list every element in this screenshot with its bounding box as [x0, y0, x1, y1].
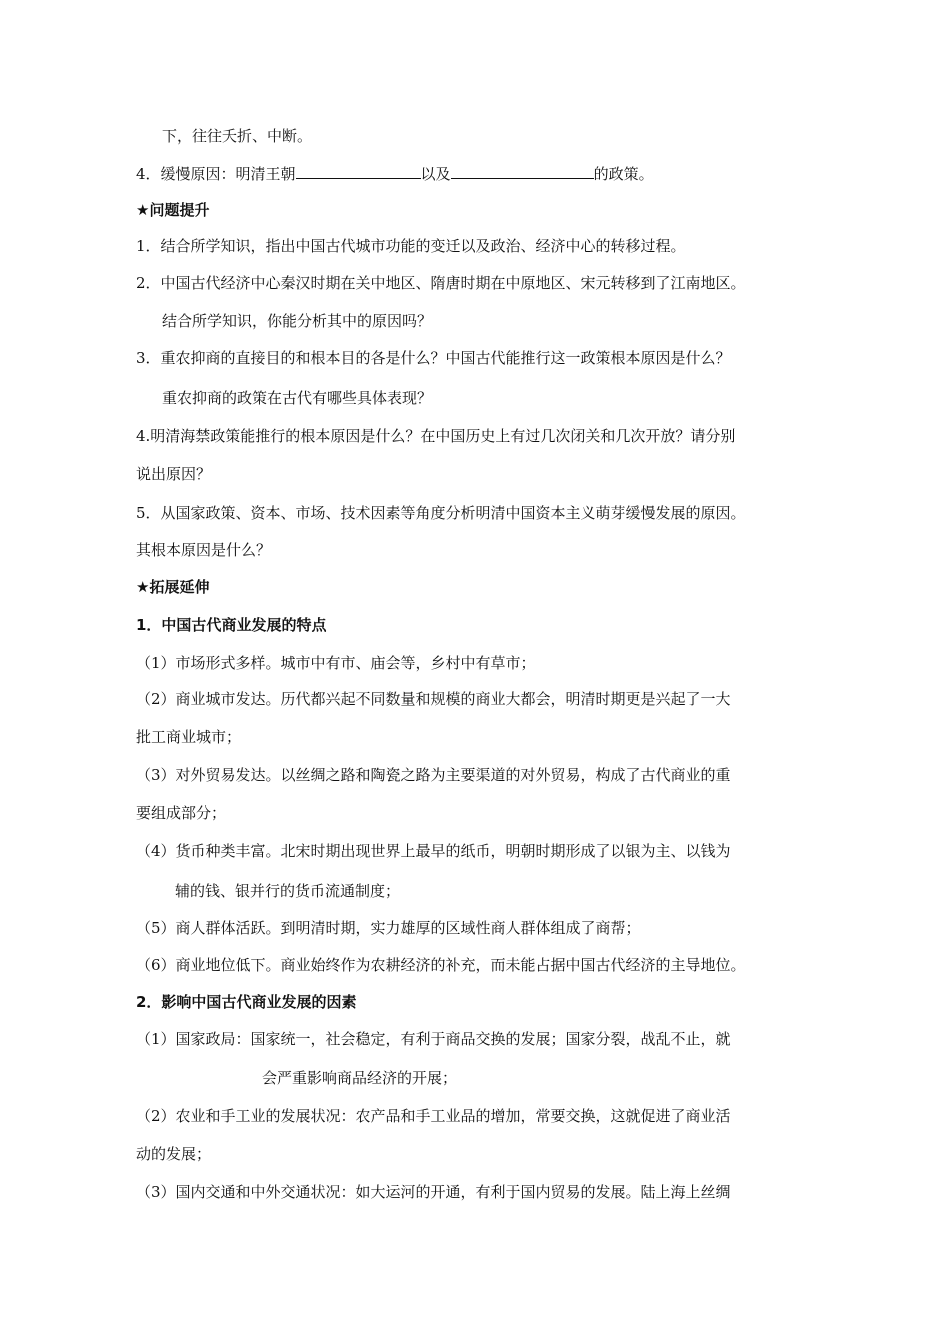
question-item: 5．从国家政策、资本、市场、技术因素等角度分析明清中国资本主义萌芽缓慢发展的原因。 [136, 504, 746, 522]
section-heading: ★问题提升 [136, 201, 210, 219]
answer-blank[interactable] [296, 163, 421, 179]
question-item-continued: 其根本原因是什么？ [136, 541, 272, 559]
text-fragment: 4．缓慢原因：明清王朝 [136, 165, 296, 183]
list-item-continued: 会严重影响商品经济的开展； [262, 1069, 458, 1087]
text-fragment: 的政策。 [593, 165, 654, 183]
fill-in-question-4 [136, 163, 654, 184]
list-item: （3）对外贸易发达。以丝绸之路和陶瓷之路为主要渠道的对外贸易，构成了古代商业的重 [136, 766, 731, 784]
list-item: （1）市场形式多样。城市中有市、庙会等，乡村中有草市； [136, 654, 536, 672]
list-item: （4）货币种类丰富。北宋时期出现世界上最早的纸币，明朝时期形成了以银为主、以钱为 [136, 842, 731, 860]
list-item: （2）农业和手工业的发展状况：农产品和手工业品的增加，常要交换，这就促进了商业活 [136, 1107, 731, 1125]
question-item-continued: 说出原因？ [136, 465, 212, 483]
list-item-continued: 要组成部分； [136, 804, 227, 822]
question-item: 4.明清海禁政策能推行的根本原因是什么？在中国历史上有过几次闭关和几次开放？请分别 [136, 427, 736, 445]
list-item: （2）商业城市发达。历代都兴起不同数量和规模的商业大都会，明清时期更是兴起了一大 [136, 690, 731, 708]
text-line: 下，往往夭折、中断。 [162, 127, 313, 145]
list-item: （1）国家政局：国家统一，社会稳定，有利于商品交换的发展；国家分裂，战乱不止，就 [136, 1030, 731, 1048]
list-item-continued: 批工商业城市； [136, 728, 242, 746]
text-fragment: 以及 [420, 165, 451, 183]
list-item: （6）商业地位低下。商业始终作为农耕经济的补充，而未能占据中国古代经济的主导地位。 [136, 956, 746, 974]
list-item-continued: 辅的钱、银并行的货币流通制度； [175, 882, 401, 900]
question-item: 3．重农抑商的直接目的和根本目的各是什么？中国古代能推行这一政策根本原因是什么？ [136, 349, 731, 367]
question-item: 1．结合所学知识，指出中国古代城市功能的变迁以及政治、经济中心的转移过程。 [136, 237, 686, 255]
question-item-continued: 结合所学知识，你能分析其中的原因吗？ [162, 312, 433, 330]
list-item-continued: 动的发展； [136, 1145, 212, 1163]
question-item: 2．中国古代经济中心秦汉时期在关中地区、隋唐时期在中原地区、宋元转移到了江南地区。 [136, 274, 746, 292]
subsection-heading: 1．中国古代商业发展的特点 [136, 616, 327, 634]
subsection-heading: 2．影响中国古代商业发展的因素 [136, 993, 357, 1011]
list-item: （5）商人群体活跃。到明清时期，实力雄厚的区域性商人群体组成了商帮； [136, 919, 641, 937]
list-item: （3）国内交通和中外交通状况：如大运河的开通，有利于国内贸易的发展。陆上海上丝绸 [136, 1183, 731, 1201]
question-item-continued: 重农抑商的政策在古代有哪些具体表现？ [162, 389, 433, 407]
answer-blank[interactable] [451, 163, 594, 179]
section-heading: ★拓展延伸 [136, 578, 210, 596]
